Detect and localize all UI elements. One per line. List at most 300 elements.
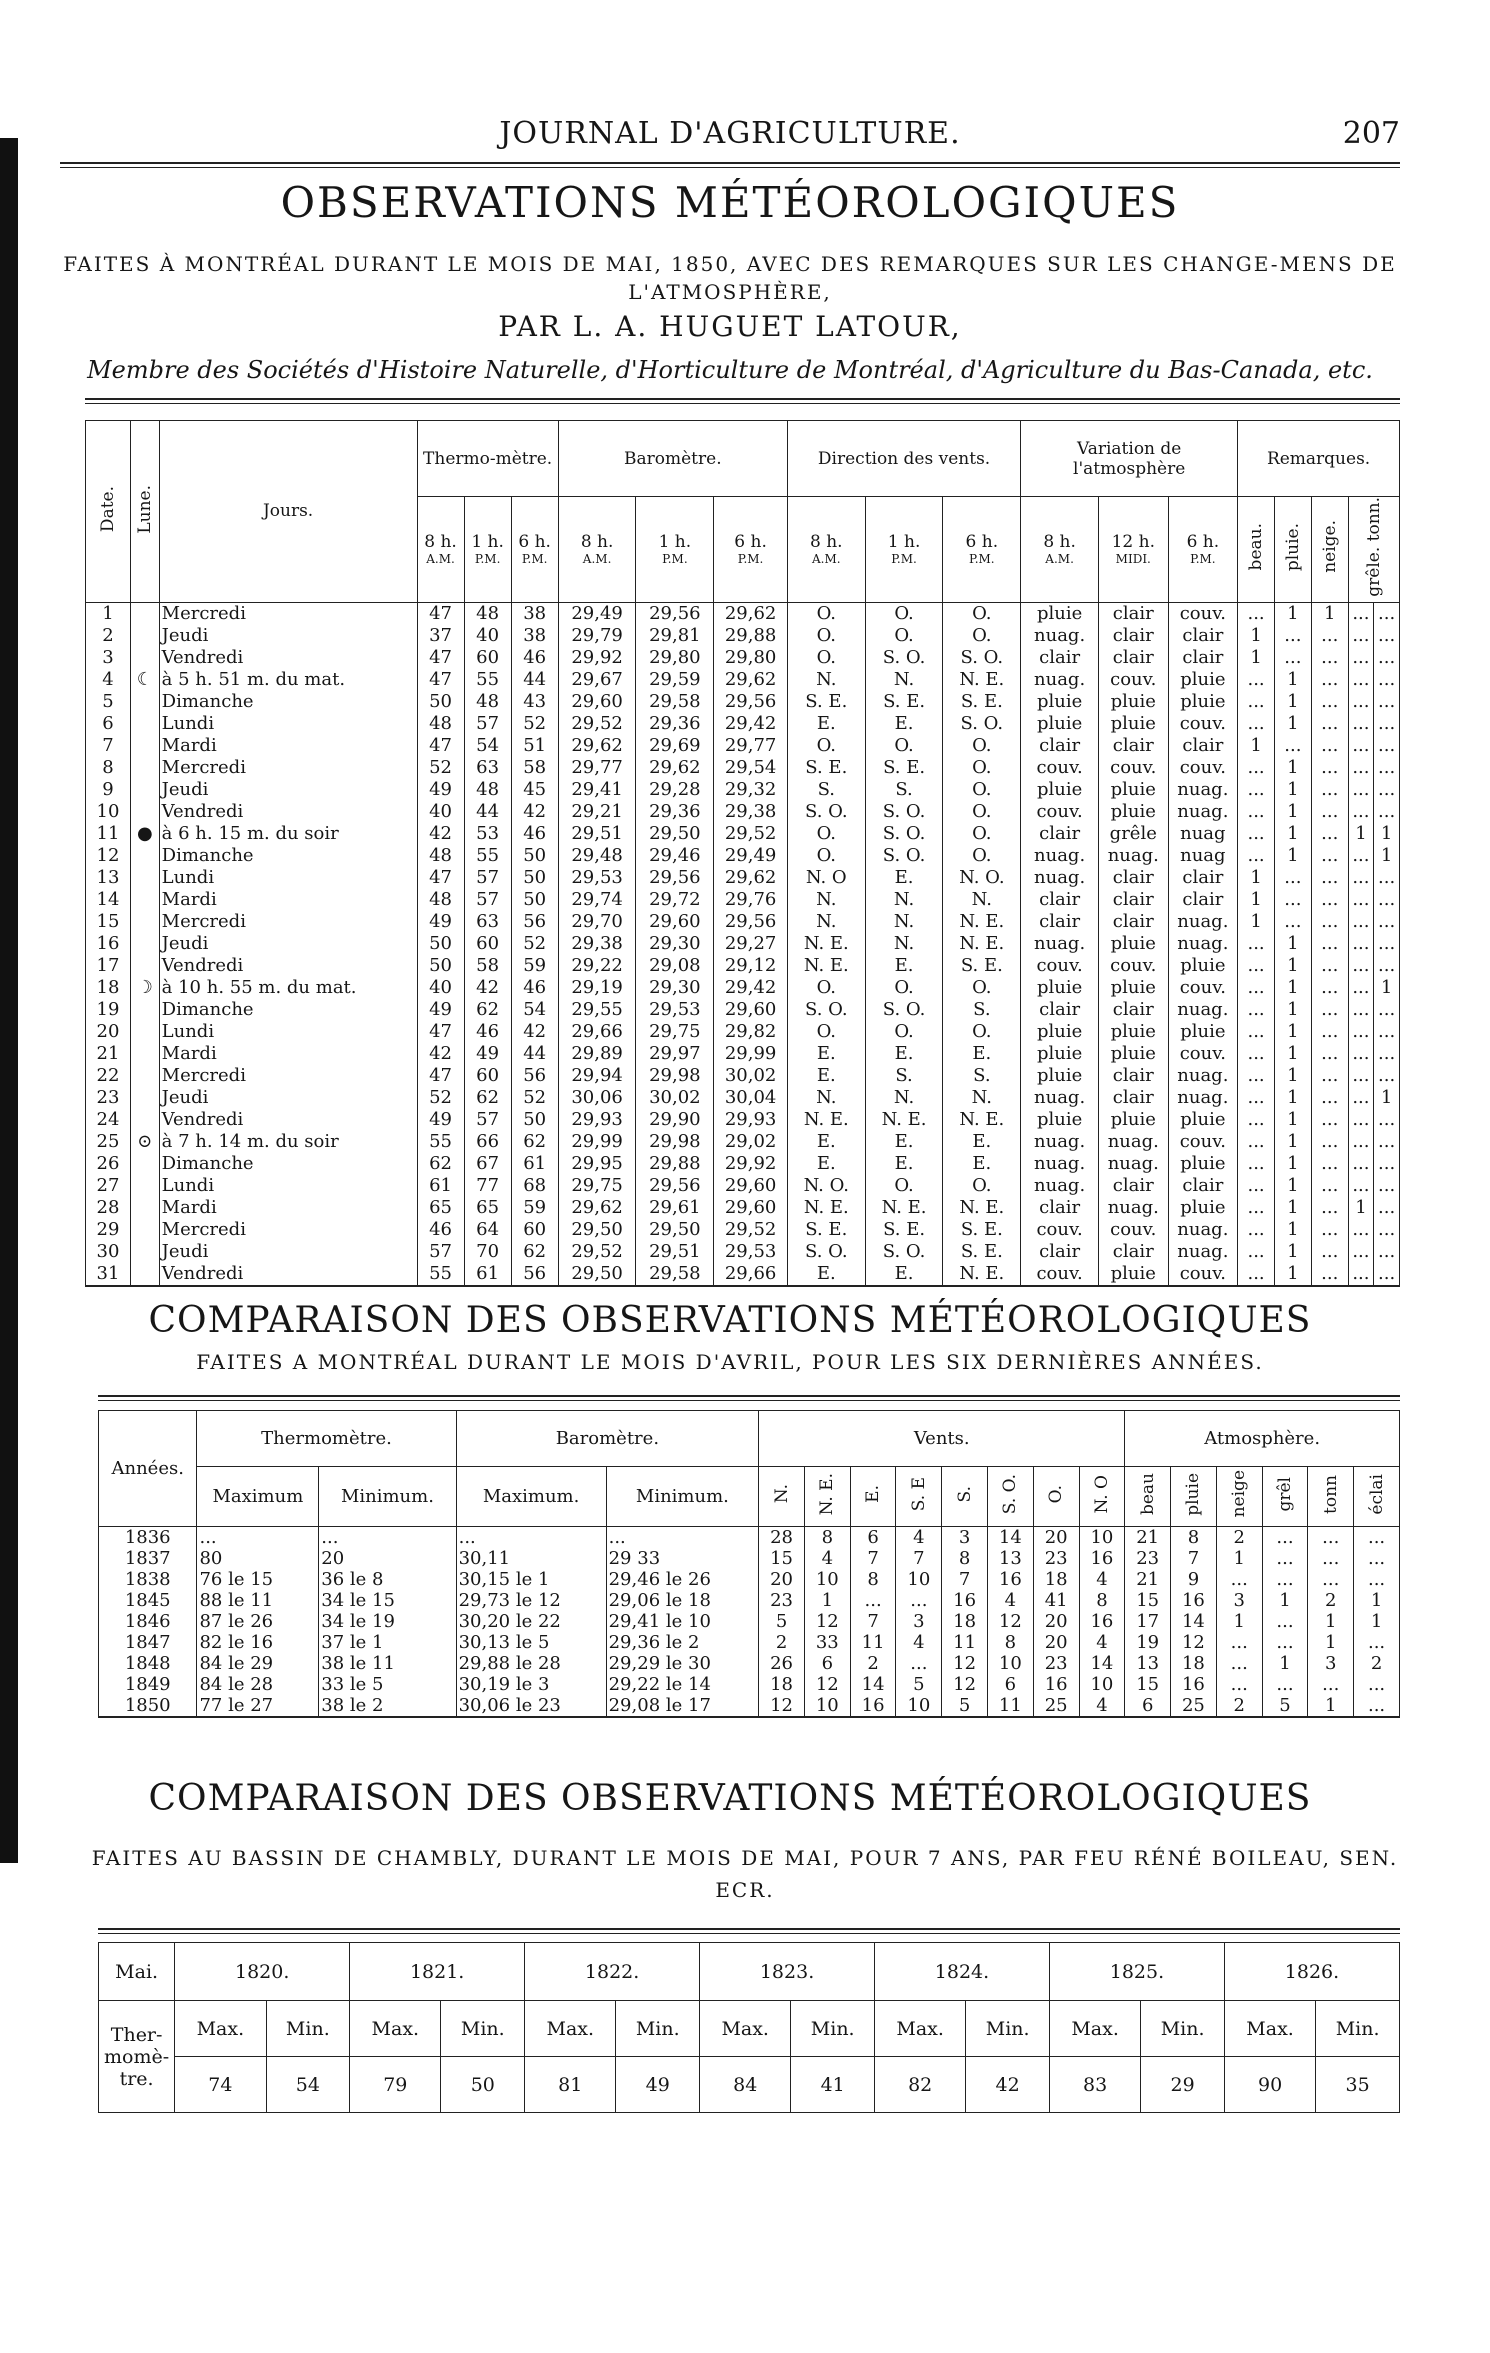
cell-wind-1h: S. E.: [865, 691, 943, 713]
cell-beau: 1: [1238, 867, 1275, 889]
max-value: 74: [175, 2057, 266, 2113]
cell-col-17: 2: [1308, 1590, 1354, 1611]
cell-date: 3: [86, 647, 131, 669]
cell-col-9: 12: [942, 1674, 988, 1695]
table-row: [86, 1131, 1400, 1153]
cell-wind-1h: S. O.: [865, 801, 943, 823]
cell-col-15: 1: [1216, 1611, 1262, 1632]
cell-variation-6h: pluie: [1168, 1197, 1238, 1219]
cell-grele: ...: [1348, 691, 1374, 713]
cell-thermo-6h: 45: [511, 779, 558, 801]
cell-col-13: 19: [1125, 1632, 1171, 1653]
cell-variation-12h: grêle: [1098, 823, 1168, 845]
cell-wind-8h: O.: [787, 625, 865, 647]
cell-day: Lundi: [159, 1175, 417, 1197]
cell-baro-6h: 29,27: [714, 933, 788, 955]
cell-moon-phase: [131, 1175, 160, 1197]
cell-neige: ...: [1311, 1131, 1348, 1153]
cell-variation-12h: nuag.: [1098, 845, 1168, 867]
cell-variation-6h: couv.: [1168, 713, 1238, 735]
cell-neige: ...: [1311, 845, 1348, 867]
cell-date: 2: [86, 625, 131, 647]
header-12h: 12 h. MIDI.: [1098, 497, 1168, 603]
cell-day: Jeudi: [159, 1241, 417, 1263]
cell-thermo-1h: 77: [464, 1175, 511, 1197]
header-date: Date.: [86, 421, 131, 603]
cell-thermo-6h: 38: [511, 602, 558, 625]
cell-wind-8h: N.: [787, 911, 865, 933]
cell-col-3: 30,13 le 5: [456, 1632, 606, 1653]
cell-baro-8h: 29,52: [558, 1241, 636, 1263]
cell-beau: ...: [1238, 1109, 1275, 1131]
cell-variation-6h: couv.: [1168, 1131, 1238, 1153]
cell-col-13: 15: [1125, 1674, 1171, 1695]
cell-col-15: 2: [1216, 1527, 1262, 1549]
cell-col-12: 10: [1079, 1527, 1125, 1549]
header-wind-so: S. O.: [988, 1467, 1034, 1527]
cell-date: 5: [86, 691, 131, 713]
cell-variation-8h: pluie: [1021, 1065, 1099, 1087]
cell-beau: ...: [1238, 933, 1275, 955]
cell-col-5: 15: [759, 1548, 805, 1569]
cell-grele: ...: [1348, 801, 1374, 823]
header-thermometre: Thermo-mètre.: [417, 421, 558, 497]
cell-baro-6h: 29,92: [714, 1153, 788, 1175]
cell-neige: 1: [1311, 602, 1348, 625]
table-row: [86, 713, 1400, 735]
cell-grele: 1: [1348, 823, 1374, 845]
table-row: [86, 1021, 1400, 1043]
cell-pluie: ...: [1274, 625, 1311, 647]
cell-col-10: 10: [988, 1653, 1034, 1674]
cell-baro-1h: 29,90: [636, 1109, 714, 1131]
cell-beau: 1: [1238, 911, 1275, 933]
cell-wind-8h: E.: [787, 1131, 865, 1153]
cell-tonnerre: ...: [1374, 1021, 1400, 1043]
cell-moon-phase: [131, 1043, 160, 1065]
cell-thermo-6h: 43: [511, 691, 558, 713]
cell-wind-8h: N. O: [787, 867, 865, 889]
cell-col-4: 29,06 le 18: [606, 1590, 759, 1611]
cell-wind-1h: O.: [865, 1175, 943, 1197]
cell-col-15: 2: [1216, 1695, 1262, 1717]
cell-wind-6h: O.: [943, 1175, 1021, 1197]
cell-date: 22: [86, 1065, 131, 1087]
cell-variation-12h: clair: [1098, 625, 1168, 647]
cell-col-16: 1: [1262, 1653, 1308, 1674]
cell-date: 10: [86, 801, 131, 823]
cell-grele: ...: [1348, 647, 1374, 669]
cell-grele: ...: [1348, 1241, 1374, 1263]
cell-thermo-6h: 51: [511, 735, 558, 757]
cell-beau: ...: [1238, 1241, 1275, 1263]
header-atmos-eclai: éclai: [1354, 1467, 1400, 1527]
cell-thermo-8h: 47: [417, 669, 464, 691]
cell-pluie: 1: [1274, 669, 1311, 691]
cell-col-7: 16: [850, 1695, 896, 1717]
cell-tonnerre: ...: [1374, 647, 1400, 669]
cell-col-11: 23: [1033, 1548, 1079, 1569]
header-rule: [60, 162, 1400, 168]
header-6h: 6 h. P.M.: [943, 497, 1021, 603]
cell-beau: ...: [1238, 1087, 1275, 1109]
cell-wind-6h: N. E.: [943, 1197, 1021, 1219]
cell-pluie: 1: [1274, 845, 1311, 867]
table-row: [86, 669, 1400, 691]
cell-variation-12h: clair: [1098, 867, 1168, 889]
cell-col-11: 20: [1033, 1632, 1079, 1653]
cell-variation-12h: clair: [1098, 911, 1168, 933]
cell-tonnerre: ...: [1374, 999, 1400, 1021]
cell-beau: ...: [1238, 977, 1275, 999]
cell-col-4: 29,46 le 26: [606, 1569, 759, 1590]
cell-col-1: 77 le 27: [197, 1695, 319, 1717]
cell-baro-6h: 29,56: [714, 691, 788, 713]
cell-col-17: ...: [1308, 1548, 1354, 1569]
cell-col-5: 28: [759, 1527, 805, 1549]
cell-wind-1h: E.: [865, 1043, 943, 1065]
cell-wind-8h: E.: [787, 1263, 865, 1286]
cell-baro-6h: 29,66: [714, 1263, 788, 1286]
header-atmosphere: Atmosphère.: [1125, 1411, 1400, 1467]
cell-thermo-6h: 54: [511, 999, 558, 1021]
cell-variation-12h: couv.: [1098, 669, 1168, 691]
table-row: [99, 1548, 1400, 1569]
cell-variation-12h: nuag.: [1098, 1197, 1168, 1219]
cell-pluie: 1: [1274, 955, 1311, 977]
cell-grele: ...: [1348, 1219, 1374, 1241]
cell-tonnerre: ...: [1374, 911, 1400, 933]
cell-wind-1h: N.: [865, 1087, 943, 1109]
cell-wind-1h: E.: [865, 1153, 943, 1175]
cell-col-16: ...: [1262, 1527, 1308, 1549]
cell-col-0: 1847: [99, 1632, 197, 1653]
cell-wind-1h: O.: [865, 625, 943, 647]
cell-day: Mercredi: [159, 911, 417, 933]
cell-thermo-1h: 60: [464, 933, 511, 955]
cell-wind-6h: S.: [943, 1065, 1021, 1087]
table-row: [86, 867, 1400, 889]
cell-baro-6h: 29,53: [714, 1241, 788, 1263]
cell-thermo-6h: 44: [511, 1043, 558, 1065]
cell-baro-8h: 29,49: [558, 602, 636, 625]
cell-date: 7: [86, 735, 131, 757]
cell-moon-phase: [131, 1065, 160, 1087]
table-row: [86, 757, 1400, 779]
cell-col-2: 20: [319, 1548, 456, 1569]
cell-variation-6h: clair: [1168, 647, 1238, 669]
cell-variation-12h: pluie: [1098, 1109, 1168, 1131]
cell-wind-8h: S. O.: [787, 1241, 865, 1263]
cell-moon-phase: [131, 889, 160, 911]
cell-pluie: 1: [1274, 779, 1311, 801]
cell-tonnerre: ...: [1374, 867, 1400, 889]
cell-baro-8h: 29,77: [558, 757, 636, 779]
cell-thermo-6h: 46: [511, 647, 558, 669]
cell-variation-8h: nuag.: [1021, 669, 1099, 691]
cell-col-4: 29 33: [606, 1548, 759, 1569]
cell-wind-1h: S.: [865, 1065, 943, 1087]
cell-col-9: 7: [942, 1569, 988, 1590]
cell-baro-8h: 29,95: [558, 1153, 636, 1175]
cell-date: 14: [86, 889, 131, 911]
cell-date: 6: [86, 713, 131, 735]
cell-thermo-1h: 57: [464, 1109, 511, 1131]
cell-wind-6h: N. E.: [943, 933, 1021, 955]
cell-baro-6h: 29,88: [714, 625, 788, 647]
cell-pluie: 1: [1274, 757, 1311, 779]
header-atmos-tonn: tonn: [1308, 1467, 1354, 1527]
table-row: [86, 779, 1400, 801]
header-wind-n: N.: [759, 1467, 805, 1527]
header-wind-se: S. E: [896, 1467, 942, 1527]
cell-beau: ...: [1238, 845, 1275, 867]
table-row: [99, 1653, 1400, 1674]
max-value: 79: [350, 2057, 441, 2113]
header-atmos-grele: grêl: [1262, 1467, 1308, 1527]
cell-pluie: 1: [1274, 1109, 1311, 1131]
cell-grele: ...: [1348, 977, 1374, 999]
max-label: Max.: [525, 2001, 616, 2057]
cell-col-13: 23: [1125, 1548, 1171, 1569]
cell-wind-8h: O.: [787, 1021, 865, 1043]
cell-wind-1h: S. O.: [865, 1241, 943, 1263]
cell-variation-8h: nuag.: [1021, 867, 1099, 889]
cell-col-8: 3: [896, 1611, 942, 1632]
cell-col-7: 11: [850, 1632, 896, 1653]
cell-day: Vendredi: [159, 801, 417, 823]
cell-variation-8h: nuag.: [1021, 1153, 1099, 1175]
cell-wind-1h: N.: [865, 911, 943, 933]
cell-thermo-8h: 49: [417, 779, 464, 801]
cell-col-8: 10: [896, 1695, 942, 1717]
cell-pluie: 1: [1274, 999, 1311, 1021]
cell-neige: ...: [1311, 625, 1348, 647]
cell-moon-phase: [131, 1153, 160, 1175]
cell-col-8: ...: [896, 1653, 942, 1674]
cell-baro-1h: 29,81: [636, 625, 714, 647]
cell-variation-8h: pluie: [1021, 1021, 1099, 1043]
header-vents: Vents.: [759, 1411, 1125, 1467]
cell-wind-6h: N. E.: [943, 1109, 1021, 1131]
cell-thermo-8h: 47: [417, 647, 464, 669]
table-row: [99, 1632, 1400, 1653]
cell-day: Jeudi: [159, 933, 417, 955]
cell-wind-8h: O.: [787, 845, 865, 867]
cell-col-14: 25: [1171, 1695, 1217, 1717]
cell-variation-8h: nuag.: [1021, 625, 1099, 647]
cell-neige: ...: [1311, 955, 1348, 977]
cell-baro-6h: 29,12: [714, 955, 788, 977]
cell-day: Mardi: [159, 1043, 417, 1065]
cell-variation-12h: pluie: [1098, 1043, 1168, 1065]
cell-baro-8h: 29,38: [558, 933, 636, 955]
table-row: [86, 845, 1400, 867]
cell-baro-8h: 29,22: [558, 955, 636, 977]
cell-variation-8h: clair: [1021, 647, 1099, 669]
cell-variation-6h: pluie: [1168, 669, 1238, 691]
cell-col-10: 16: [988, 1569, 1034, 1590]
cell-wind-1h: E.: [865, 713, 943, 735]
cell-moon-phase: [131, 933, 160, 955]
cell-baro-1h: 29,58: [636, 691, 714, 713]
cell-moon-phase: [131, 779, 160, 801]
cell-col-0: 1836: [99, 1527, 197, 1549]
cell-baro-1h: 29,59: [636, 669, 714, 691]
cell-variation-8h: pluie: [1021, 713, 1099, 735]
cell-wind-6h: N. O.: [943, 867, 1021, 889]
cell-baro-8h: 29,92: [558, 647, 636, 669]
cell-wind-1h: S. O.: [865, 647, 943, 669]
cell-thermo-8h: 52: [417, 757, 464, 779]
cell-baro-8h: 29,75: [558, 1175, 636, 1197]
cell-thermo-8h: 47: [417, 1065, 464, 1087]
cell-thermo-8h: 50: [417, 691, 464, 713]
cell-baro-6h: 29,32: [714, 779, 788, 801]
cell-wind-1h: S. E.: [865, 757, 943, 779]
cell-day: à 10 h. 55 m. du mat.: [159, 977, 417, 999]
table-row: [86, 1109, 1400, 1131]
cell-thermo-8h: 61: [417, 1175, 464, 1197]
cell-col-14: 8: [1171, 1527, 1217, 1549]
header-atmos-neige: neige: [1216, 1467, 1262, 1527]
cell-grele: ...: [1348, 867, 1374, 889]
cell-baro-1h: 29,08: [636, 955, 714, 977]
cell-wind-1h: E.: [865, 955, 943, 977]
cell-col-2: 34 le 19: [319, 1611, 456, 1632]
cell-variation-6h: pluie: [1168, 1021, 1238, 1043]
cell-col-2: 36 le 8: [319, 1569, 456, 1590]
cell-thermo-6h: 50: [511, 889, 558, 911]
cell-thermo-1h: 55: [464, 669, 511, 691]
table-row: [86, 735, 1400, 757]
cell-thermo-1h: 48: [464, 779, 511, 801]
cell-day: Jeudi: [159, 625, 417, 647]
cell-col-5: 26: [759, 1653, 805, 1674]
cell-neige: ...: [1311, 735, 1348, 757]
cell-baro-1h: 29,30: [636, 977, 714, 999]
table-row: [86, 955, 1400, 977]
cell-baro-1h: 29,56: [636, 602, 714, 625]
cell-col-3: 30,20 le 22: [456, 1611, 606, 1632]
table-row: [86, 647, 1400, 669]
cell-pluie: 1: [1274, 1263, 1311, 1286]
max-value: 82: [875, 2057, 966, 2113]
header-8h: 8 h. A.M.: [558, 497, 636, 603]
cell-thermo-6h: 42: [511, 801, 558, 823]
cell-thermo-6h: 52: [511, 1087, 558, 1109]
cell-wind-8h: S. O.: [787, 999, 865, 1021]
cell-col-13: 15: [1125, 1590, 1171, 1611]
cell-date: 30: [86, 1241, 131, 1263]
cell-moon-phase: [131, 1021, 160, 1043]
cell-variation-6h: nuag.: [1168, 779, 1238, 801]
cell-grele: ...: [1348, 757, 1374, 779]
cell-baro-8h: 29,79: [558, 625, 636, 647]
cell-tonnerre: ...: [1374, 955, 1400, 977]
cell-wind-8h: N. E.: [787, 1197, 865, 1219]
cell-col-12: 8: [1079, 1590, 1125, 1611]
cell-thermo-6h: 46: [511, 977, 558, 999]
cell-tonnerre: ...: [1374, 1263, 1400, 1286]
cell-col-10: 14: [988, 1527, 1034, 1549]
cell-baro-1h: 29,51: [636, 1241, 714, 1263]
header-wind-ne: N. E.: [804, 1467, 850, 1527]
cell-wind-6h: O.: [943, 735, 1021, 757]
cell-day: Lundi: [159, 1021, 417, 1043]
cell-date: 25: [86, 1131, 131, 1153]
cell-variation-12h: clair: [1098, 1065, 1168, 1087]
cell-baro-8h: 29,66: [558, 1021, 636, 1043]
cell-variation-8h: pluie: [1021, 691, 1099, 713]
cell-grele: ...: [1348, 625, 1374, 647]
cell-wind-1h: S. O.: [865, 823, 943, 845]
cell-wind-6h: S. O.: [943, 713, 1021, 735]
cell-pluie: 1: [1274, 1021, 1311, 1043]
cell-wind-1h: O.: [865, 977, 943, 999]
cell-wind-6h: S.: [943, 999, 1021, 1021]
cell-pluie: 1: [1274, 1197, 1311, 1219]
cell-baro-8h: 29,21: [558, 801, 636, 823]
cell-col-2: 37 le 1: [319, 1632, 456, 1653]
cell-neige: ...: [1311, 933, 1348, 955]
cell-moon-phase: [131, 845, 160, 867]
cell-col-10: 13: [988, 1548, 1034, 1569]
cell-variation-12h: pluie: [1098, 801, 1168, 823]
cell-thermo-8h: 49: [417, 999, 464, 1021]
cell-baro-8h: 29,41: [558, 779, 636, 801]
cell-col-17: ...: [1308, 1569, 1354, 1590]
cell-date: 24: [86, 1109, 131, 1131]
year-header: 1822.: [525, 1943, 700, 2001]
cell-grele: ...: [1348, 933, 1374, 955]
cell-beau: ...: [1238, 757, 1275, 779]
cell-thermo-1h: 48: [464, 602, 511, 625]
cell-wind-6h: O.: [943, 801, 1021, 823]
cell-neige: ...: [1311, 1219, 1348, 1241]
cell-day: Mardi: [159, 1197, 417, 1219]
cell-variation-6h: clair: [1168, 889, 1238, 911]
cell-baro-6h: 29,60: [714, 1197, 788, 1219]
cell-col-1: 84 le 29: [197, 1653, 319, 1674]
cell-col-18: ...: [1354, 1632, 1400, 1653]
cell-thermo-1h: 46: [464, 1021, 511, 1043]
cell-variation-12h: nuag.: [1098, 1153, 1168, 1175]
cell-col-6: 10: [804, 1569, 850, 1590]
cell-beau: ...: [1238, 1263, 1275, 1286]
cell-thermo-1h: 57: [464, 713, 511, 735]
cell-date: 23: [86, 1087, 131, 1109]
cell-neige: ...: [1311, 999, 1348, 1021]
year-header: 1825.: [1049, 1943, 1224, 2001]
cell-day: Vendredi: [159, 1263, 417, 1286]
cell-thermo-1h: 61: [464, 1263, 511, 1286]
cell-grele: ...: [1348, 779, 1374, 801]
header-wind-s: S.: [942, 1467, 988, 1527]
cell-baro-1h: 30,02: [636, 1087, 714, 1109]
cell-wind-8h: N. E.: [787, 933, 865, 955]
cell-wind-6h: S. O.: [943, 647, 1021, 669]
cell-col-18: ...: [1354, 1527, 1400, 1549]
cell-neige: ...: [1311, 647, 1348, 669]
cell-tonnerre: ...: [1374, 1109, 1400, 1131]
table-row: [86, 1175, 1400, 1197]
cell-thermo-8h: 62: [417, 1153, 464, 1175]
cell-neige: ...: [1311, 1065, 1348, 1087]
header-6h: 6 h. P.M.: [714, 497, 788, 603]
cell-thermo-1h: 62: [464, 999, 511, 1021]
cell-tonnerre: ...: [1374, 625, 1400, 647]
